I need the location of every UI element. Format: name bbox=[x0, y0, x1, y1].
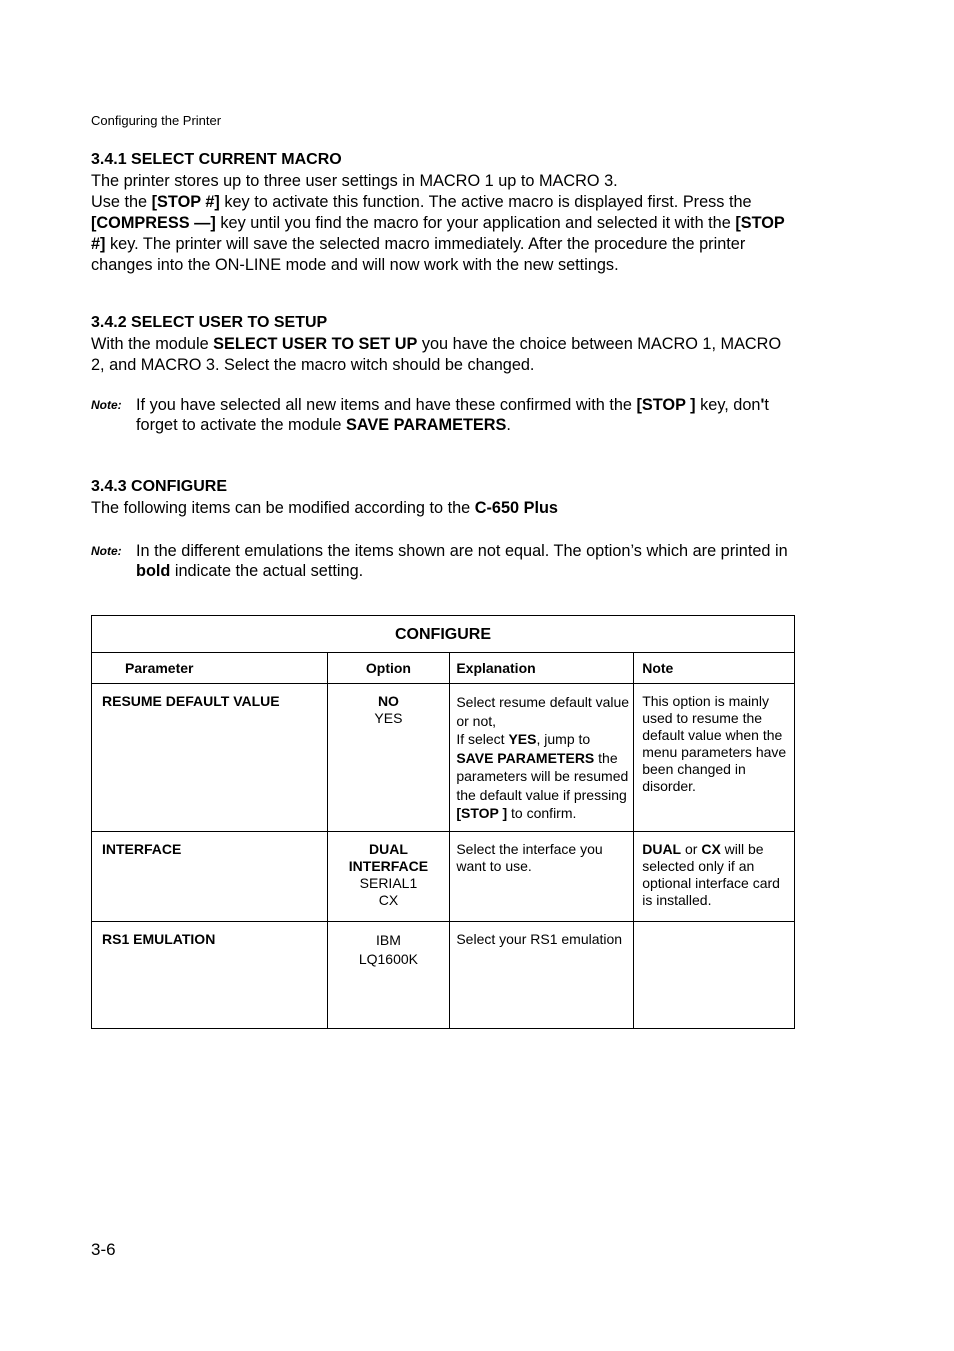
option-cx: CX bbox=[378, 891, 399, 908]
option-serial1: SERIAL1 bbox=[359, 874, 418, 891]
header-explanation: Explanation bbox=[450, 653, 634, 684]
explanation-rs1: Select your RS1 emulation bbox=[456, 930, 623, 947]
option-dual: DUAL bbox=[368, 840, 408, 857]
note-label: Note: bbox=[91, 398, 122, 412]
option-ibm: IBM bbox=[375, 931, 401, 948]
note-interface: DUAL or CX will be selected only if an optional interface card is installed. bbox=[642, 840, 780, 908]
paragraph-macro-select: Use the [STOP #] key to activate this function. The active macro is displayed first. Press the [COMPRESS —] key until you find the macro for your application and selected it with the [STOP #] key. The printer will save the selected macro immediately. After the procedure the printer changes into the ON-LINE mode and will now work with the new settings. bbox=[91, 193, 785, 274]
note-cell bbox=[634, 831, 795, 921]
param-resume-default: RESUME DEFAULT VALUE bbox=[102, 693, 280, 709]
explanation-cell bbox=[450, 684, 634, 832]
note-cell bbox=[634, 684, 795, 832]
paragraph-macro-storage: The printer stores up to three user settings in MACRO 1 up to MACRO 3. bbox=[91, 172, 618, 190]
option-cell bbox=[327, 831, 450, 921]
explanation-resume: Select resume default value or not, If select YES, jump to SAVE PARAMETERS the parameters will be resumed the default value if pressing [STOP ] to confirm. bbox=[456, 694, 630, 821]
header-option: Option bbox=[327, 653, 450, 684]
param-cell bbox=[92, 831, 328, 921]
param-cell bbox=[92, 684, 328, 832]
section-title-3-4-2: 3.4.2 SELECT USER TO SETUP bbox=[91, 314, 328, 331]
table-row bbox=[92, 684, 795, 832]
option-lq1600k: LQ1600K bbox=[358, 950, 419, 967]
note-resume: This option is mainly used to resume the default value when the menu parameters have been changed in disorder. bbox=[642, 693, 787, 794]
paragraph-configure-intro: The following items can be modified according to the C-650 Plus bbox=[91, 499, 558, 517]
configure-table bbox=[91, 615, 795, 1029]
option-cell bbox=[327, 684, 450, 832]
note-label: Note: bbox=[91, 544, 122, 558]
note-rs1 bbox=[634, 922, 794, 939]
paragraph-select-user: With the module SELECT USER TO SET UP you have the choice between MACRO 1, MACRO 2, and MACRO 3. Select the macro witch should be changed. bbox=[91, 335, 782, 374]
param-interface: INTERFACE bbox=[102, 840, 182, 857]
option-yes: YES bbox=[374, 710, 403, 726]
table-row bbox=[92, 831, 795, 921]
option-interface: INTERFACE bbox=[348, 857, 429, 874]
explanation-cell bbox=[450, 921, 634, 1028]
param-rs1-emulation: RS1 EMULATION bbox=[102, 930, 216, 947]
section-title-3-4-3: 3.4.3 CONFIGURE bbox=[91, 478, 228, 495]
param-cell bbox=[92, 921, 328, 1028]
table-caption: CONFIGURE bbox=[92, 616, 795, 653]
note-cell bbox=[634, 921, 795, 1028]
running-header: Configuring the Printer bbox=[91, 113, 222, 128]
note-save-parameters: If you have selected all new items and have these confirmed with the [STOP ] key, don't forget to activate the module SAVE PARAMETERS. bbox=[136, 396, 769, 434]
note-emulations: In the different emulations the items shown are not equal. The option’s which are printed in bold indicate the actual setting. bbox=[136, 542, 788, 580]
option-cell bbox=[327, 921, 450, 1028]
table-row bbox=[92, 921, 795, 1028]
header-parameter: Parameter bbox=[92, 653, 328, 684]
page-number: 3-6 bbox=[91, 1240, 116, 1259]
section-title-3-4-1: 3.4.1 SELECT CURRENT MACRO bbox=[91, 151, 342, 168]
option-no: NO bbox=[377, 693, 399, 709]
explanation-cell bbox=[450, 831, 634, 921]
header-note: Note bbox=[634, 653, 795, 684]
explanation-interface: Select the interface you want to use. bbox=[456, 840, 603, 874]
